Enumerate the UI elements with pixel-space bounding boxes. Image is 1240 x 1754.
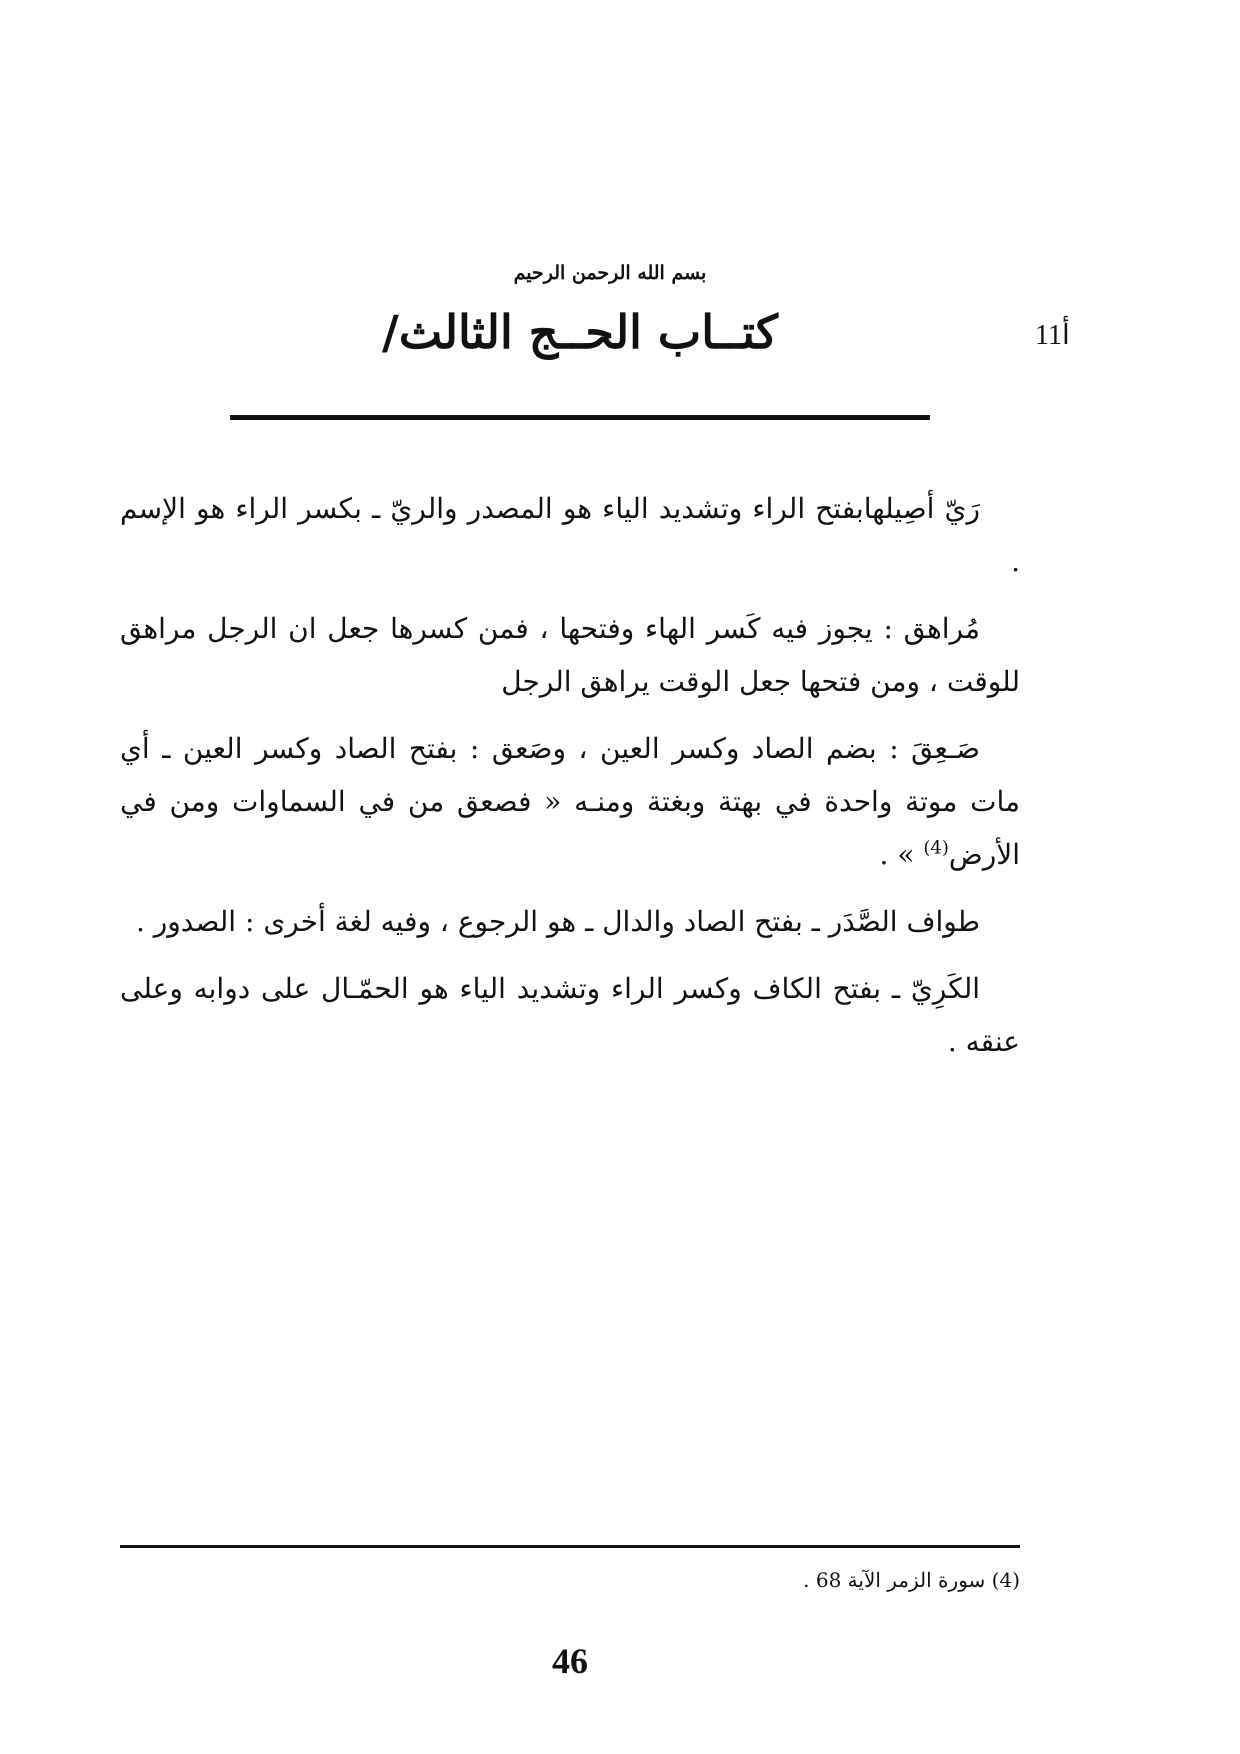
paragraph: رَيّ أصِيلهابفتح الراء وتشديد الياء هو المصدر والريّ ـ بكسر الراء هو الإسم . [120, 492, 1020, 578]
paragraph-end: » . [879, 838, 924, 871]
basmala: بسم الله الرحمن الرحيم [513, 262, 707, 284]
body-text [120, 482, 1020, 1082]
paragraph [120, 722, 1020, 881]
title-divider [230, 415, 930, 420]
page-title: كتــاب الحــج الثالث/ [382, 305, 778, 359]
page-number: 46 [552, 1641, 588, 1681]
paragraph: الكَرِيّ ـ بفتح الكاف وكسر الراء وتشديد الياء هو الحمّـال على دوابه وعلى عنقه . [120, 972, 1020, 1058]
margin-folio-reference: أ11 [1035, 320, 1070, 351]
footnote: (4) سورة الزمر الآية 68 . [803, 1568, 1020, 1592]
paragraph: طواف الصَّدَر ـ بفتح الصاد والدال ـ هو الرجوع ، وفيه لغة أخرى : الصدور . [135, 905, 980, 938]
footnote-marker: (4) [923, 837, 949, 859]
paragraph: مُراهق : يجوز فيه كَسر الهاء وفتحها ، فمن كسرها جعل ان الرجل مراهق للوقت ، ومن فتحها جعل الوقت يراهق الرجل [120, 612, 1020, 698]
paragraph-text: صَـعِقَ : بضم الصاد وكسر العين ، وصَعق : بفتح الصاد وكسر العين ـ أي مات موتة واحدة في بهتة وبغتة ومنـه « فصعق من في السماوات ومن في الأرض [120, 732, 1020, 871]
footnote-divider [120, 1545, 1020, 1548]
